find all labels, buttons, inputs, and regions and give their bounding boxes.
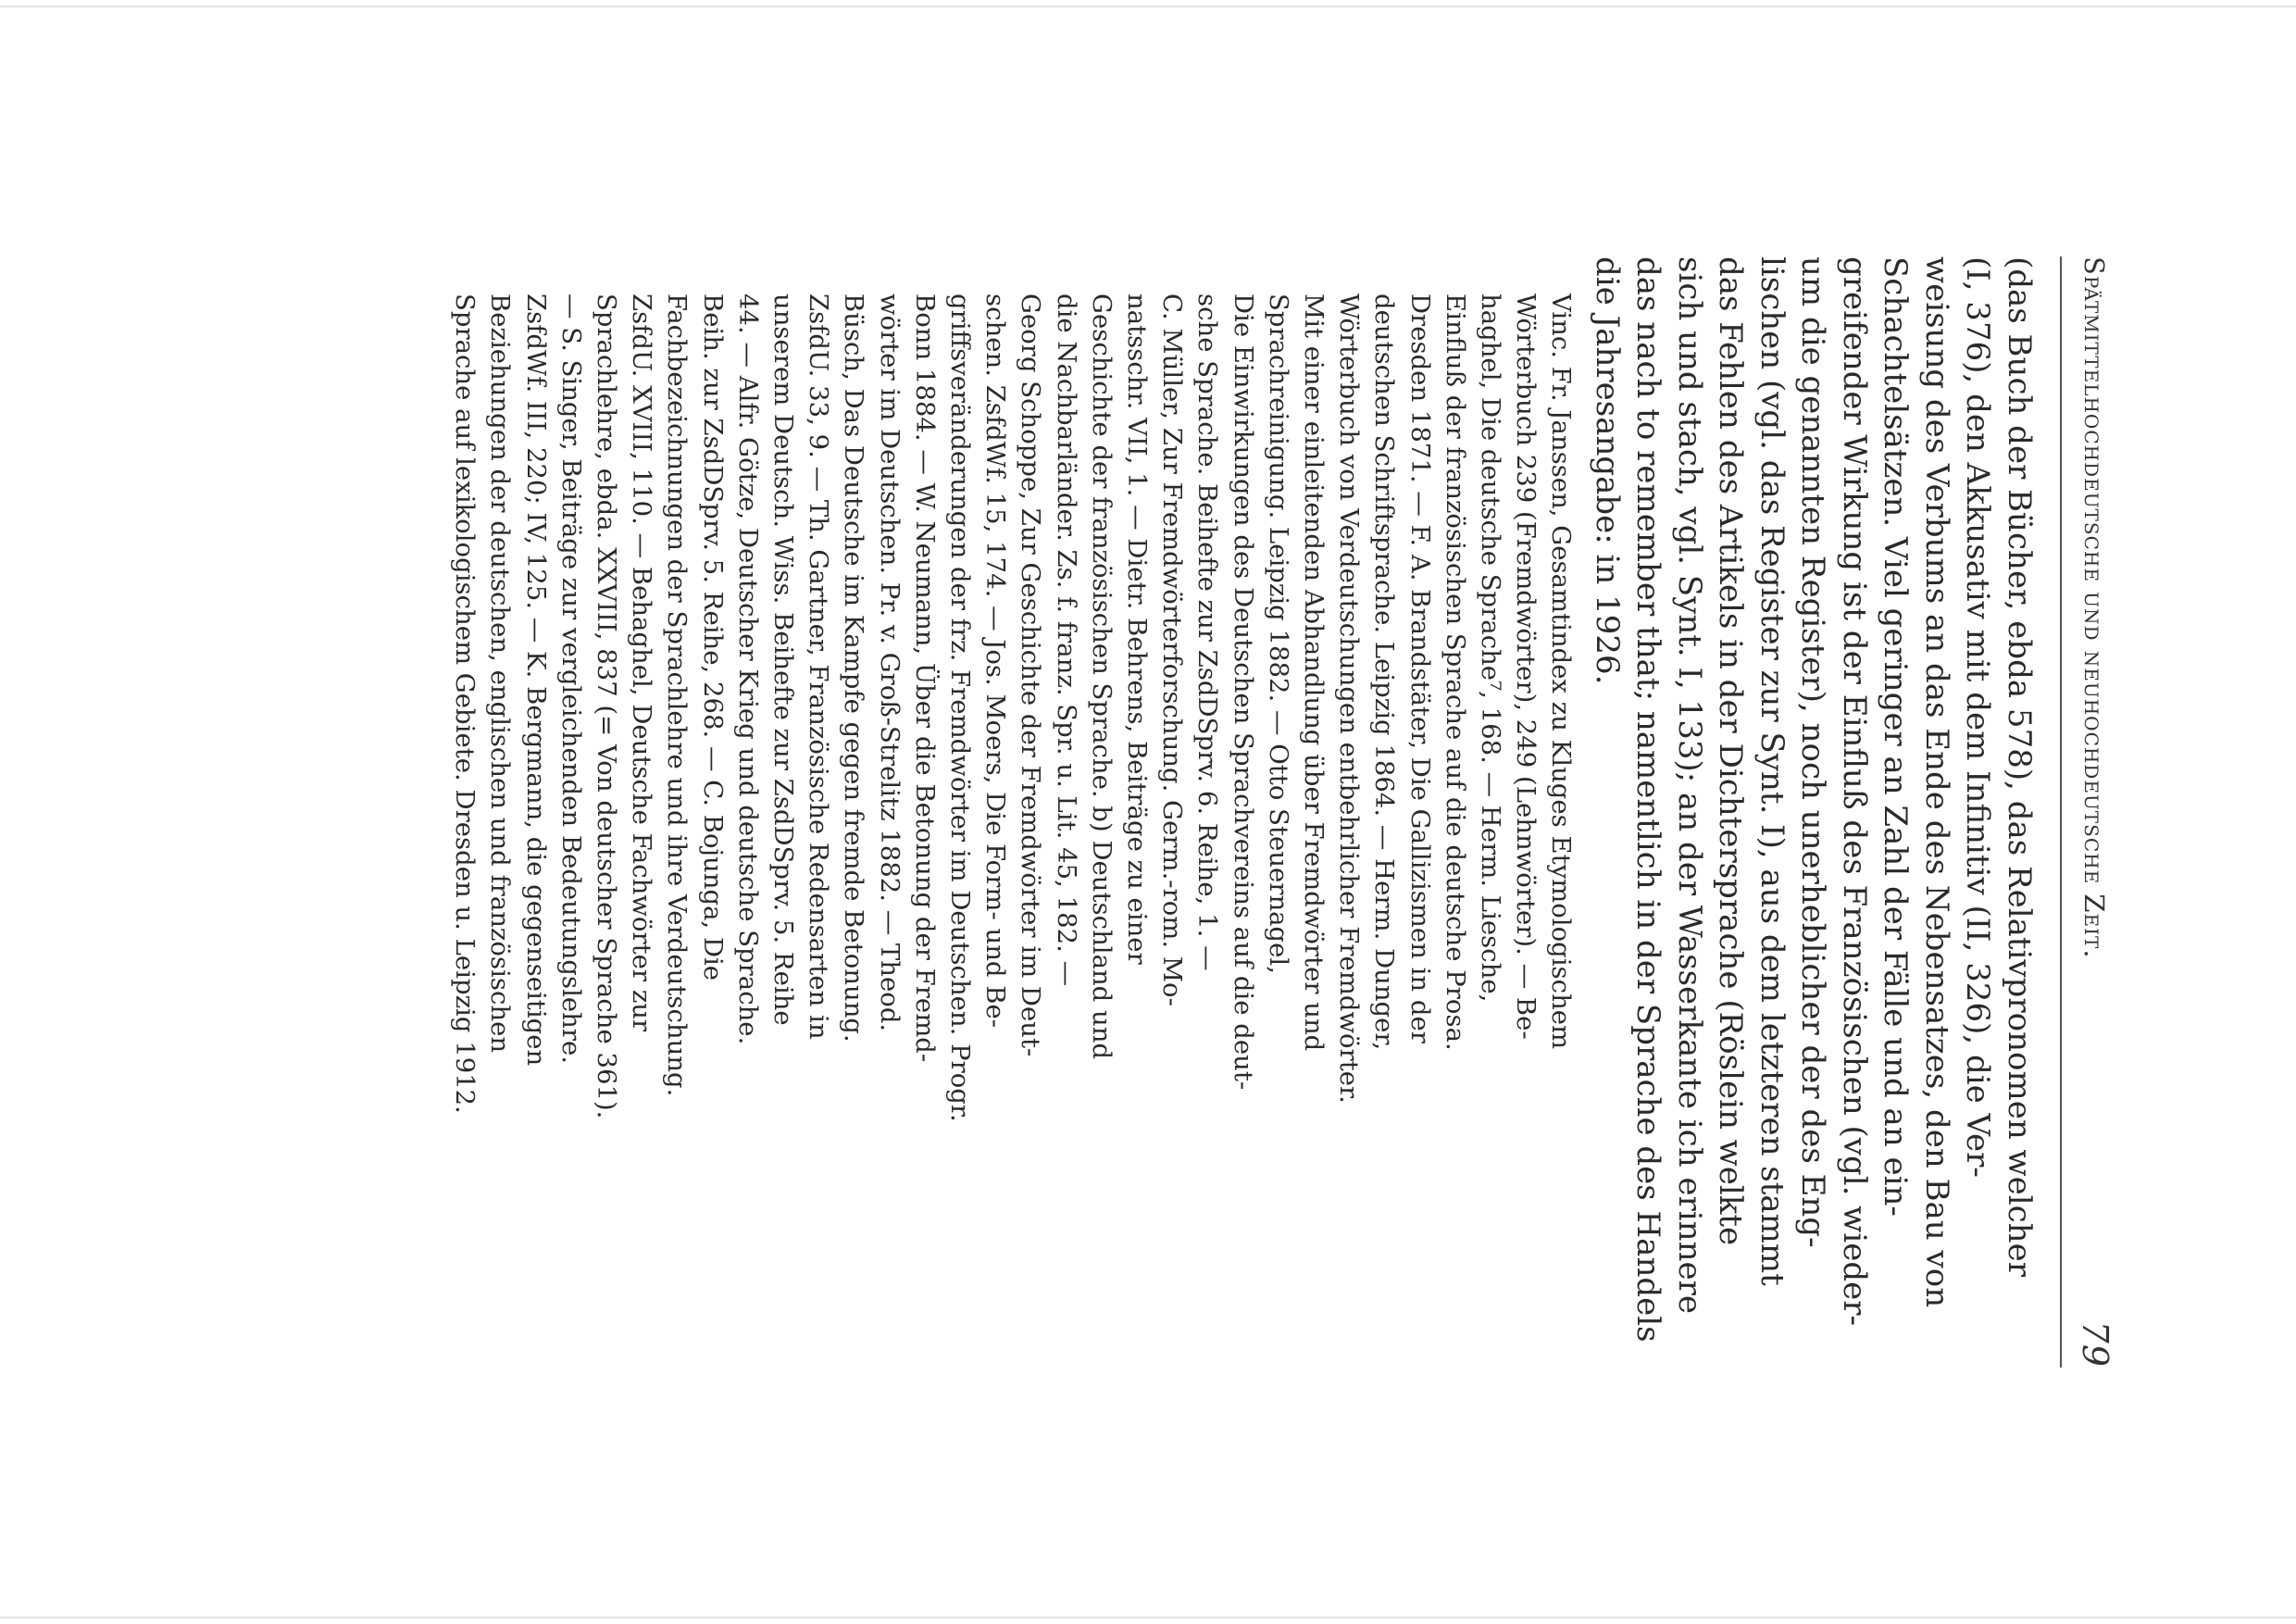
page-body — [447, 256, 2040, 1368]
bibliography-paragraph — [447, 256, 1579, 1368]
biblio-line: ZsfdU. 33, 9. — Th. Gartner, Französische Redensarten in — [804, 294, 834, 1040]
biblio-line: — S. Singer, Beiträge zur vergleichenden Bedeutungslehre. — [555, 294, 586, 1065]
page-header — [2064, 256, 2115, 1368]
biblio-line: schen. ZsfdWf. 15, 174. — Jos. Moers, Die Form- und Be- — [980, 294, 1011, 1029]
biblio-line: griffsveränderungen der frz. Fremdwörter im Deutschen. Progr. — [945, 294, 976, 1122]
biblio-line: Büsch, Das Deutsche im Kampfe gegen fremde Betonung. — [839, 294, 869, 1043]
biblio-line: Beih. zur ZsdDSprv. 5. Reihe, 268. — C. Bojunga, Die — [697, 294, 728, 981]
text-line: die Jahresangabe: in 1926. — [1589, 256, 1626, 685]
biblio-line: Sprachreinigung. Leipzig 1882. — Otto Steuernagel, — [1263, 294, 1293, 974]
scan-top-edge — [0, 6, 2296, 7]
biblio-line: Einfluß der französischen Sprache auf die deutsche Prosa. — [1440, 294, 1470, 1051]
scan-bottom-edge — [0, 1617, 2296, 1618]
biblio-line: Fachbezeichnungen der Sprachlehre und ihre Verdeutschung. — [662, 294, 693, 1097]
biblio-line: deutschen Schriftsprache. Leipzig 1864. — Herm. Dunger, — [1369, 294, 1400, 1051]
text-line: weisung des Verbums an das Ende des Nebensatzes, den Bau von — [1918, 256, 1955, 1308]
biblio-line: ZsfdWf. III, 220; IV, 125. — K. Bergmann, die gegenseitigen — [520, 294, 551, 1067]
biblio-line: 44. — Alfr. Götze, Deutscher Krieg und deutsche Sprache. — [732, 294, 763, 1045]
biblio-line: sche Sprache. Beihefte zur ZsdDSprv. 6. Reihe, 1. — — [1192, 294, 1223, 971]
biblio-line: wörter im Deutschen. Pr. v. Groß-Strelitz 1882. — Theod. — [874, 294, 905, 1032]
biblio-line: die Nachbarländer. Zs. f. franz. Spr. u. Lit. 45, 182. — — [1051, 294, 1081, 987]
text-line: das nach to remember that; namentlich in der Sprache des Handels — [1629, 256, 1667, 1343]
biblio-line: Geschichte der französischen Sprache. b) Deutschland und — [1086, 294, 1117, 1060]
biblio-line: Georg Schoppe, Zur Geschichte der Fremdwörter im Deut- — [1016, 294, 1046, 1057]
biblio-line: Dresden 1871. — F. A. Brandstäter, Die Gallizismen in der — [1404, 294, 1435, 1043]
biblio-line: haghel, Die deutsche Sprache⁷, 168. — Herm. Liesche, — [1476, 294, 1506, 1003]
biblio-line: Bonn 1884. — W. Neumann, Über die Betonung der Fremd- — [909, 294, 940, 1063]
biblio-line: unserem Deutsch. Wiss. Beihefte zur ZsdDSprv. 5. Reihe — [768, 294, 799, 1026]
main-paragraph — [1587, 256, 2040, 1368]
rotated-book-page — [181, 256, 2115, 1368]
text-line: um die genannten Register), noch unerheblicher der des Eng- — [1794, 256, 1832, 1248]
biblio-line: C. Müller, Zur Fremdwörterforschung. Germ.-rom. Mo- — [1157, 294, 1188, 1006]
biblio-line: Sprache auf lexikologischem Gebiete. Dresden u. Leipzig 1912. — [450, 294, 480, 1114]
text-line: Schachtelsätzen. Viel geringer an Zahl der Fälle und an ein- — [1877, 256, 1915, 1217]
biblio-line: Mit einer einleitenden Abhandlung über Fremdwörter und — [1299, 294, 1329, 1052]
text-line: sich und stach, vgl. Synt. I, 133); an der Wasserkante ich erinnere — [1671, 256, 1708, 1314]
text-line: (das Buch der Bücher, ebda 578), das Relativpronomen welcher — [2001, 256, 2038, 1277]
biblio-line: Sprachlehre, ebda. XXVIII, 837 (= Von deutscher Sprache 361). — [592, 294, 622, 1119]
text-line: das Fehlen des Artikels in der Dichtersprache (Röslein welkte — [1712, 256, 1750, 1246]
running-title: Spätmittelhochdeutsche und neuhochdeutsche Zeit. — [2078, 256, 2110, 959]
header-rule — [2060, 256, 2062, 1368]
text-line: lischen (vgl. das Register zur Synt. I), aus dem letzteren stammt — [1753, 256, 1791, 1286]
biblio-line: Wörterbuch 239 (Fremdwörter), 249 (Lehnwörter). — Be- — [1511, 294, 1541, 1040]
text-line: greifender Wirkung ist der Einfluß des Französischen (vgl. wieder- — [1836, 256, 1873, 1326]
biblio-line: Wörterbuch von Verdeutschungen entbehrlicher Fremdwörter. — [1334, 294, 1365, 1104]
biblio-line: Beziehungen der deutschen, englischen und französischen — [485, 294, 516, 1054]
text-line: (I, 376), den Akkusativ mit dem Infinitiv (II, 326), die Ver- — [1959, 256, 1997, 1178]
biblio-line: Vinc. Fr. Janssen, Gesamtindex zu Kluges Etymologischem — [1546, 294, 1577, 1050]
biblio-line: ZsfdU. XVIII, 110. — Behaghel, Deutsche Fachwörter zur — [627, 294, 657, 1032]
biblio-line: Die Einwirkungen des Deutschen Sprachvereins auf die deut- — [1228, 294, 1258, 1091]
page-number: 79 — [2075, 1320, 2115, 1368]
biblio-line: natsschr. VII, 1. — Dietr. Behrens, Beiträge zu einer — [1122, 294, 1153, 965]
